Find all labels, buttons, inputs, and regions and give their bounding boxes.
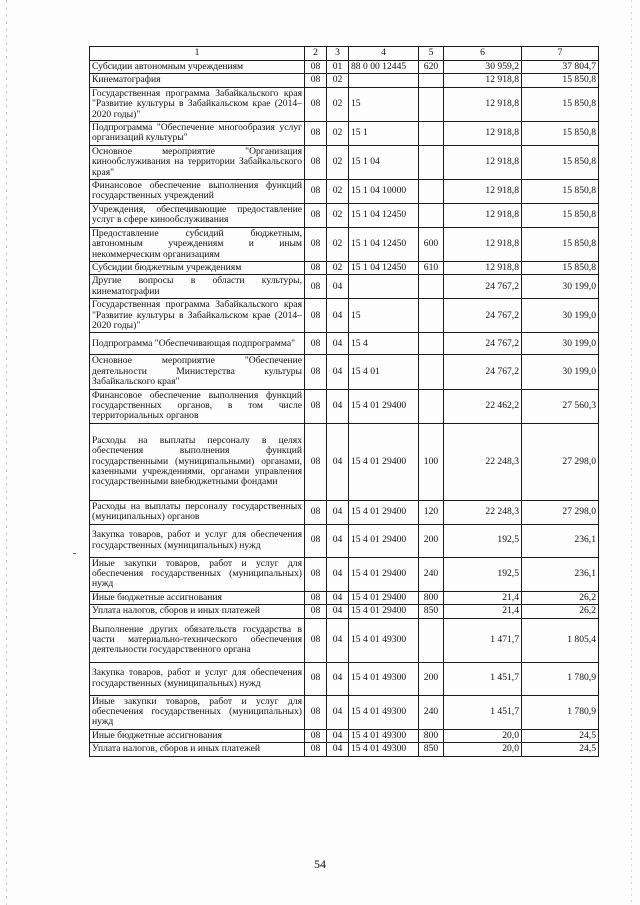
cell-amount-year-1: 1 451,7 (444, 662, 522, 695)
table-row (90, 500, 599, 524)
cell-subsection: 04 (327, 500, 349, 524)
cell-name: Подпрограмма "Обеспечивающая подпрограмма" (90, 333, 305, 355)
header-col-3: 3 (327, 47, 349, 61)
cell-name: Основное мероприятие "Организация кинообслуживания на территории Забайкальского края" (90, 145, 305, 179)
cell-amount-year-2: 30 199,0 (522, 333, 599, 355)
table-row (90, 524, 599, 557)
cell-target-article: 15 4 01 29400 (349, 591, 419, 604)
cell-amount-year-2: 15 850,8 (522, 122, 599, 146)
cell-target-article: 15 1 04 12450 (349, 203, 419, 227)
cell-expense-type: 610 (419, 261, 444, 274)
cell-name: Другие вопросы в области культуры, кинематографии (90, 275, 305, 299)
cell-amount-year-1: 1 451,7 (444, 695, 522, 729)
cell-amount-year-1: 21,4 (444, 605, 522, 618)
header-col-6: 6 (444, 47, 522, 61)
cell-amount-year-1: 192,5 (444, 524, 522, 557)
cell-name: Иные бюджетные ассигнования (90, 729, 305, 742)
cell-amount-year-2: 15 850,8 (522, 74, 599, 87)
cell-expense-type (419, 333, 444, 355)
cell-section: 08 (305, 743, 327, 756)
header-col-1: 1 (90, 47, 305, 61)
cell-section: 08 (305, 61, 327, 74)
cell-expense-type (419, 389, 444, 423)
cell-amount-year-2: 27 298,0 (522, 423, 599, 500)
cell-subsection: 04 (327, 423, 349, 500)
cell-section: 08 (305, 557, 327, 591)
cell-section: 08 (305, 618, 327, 662)
cell-subsection: 04 (327, 333, 349, 355)
cell-expense-type (419, 74, 444, 87)
cell-amount-year-2: 15 850,8 (522, 145, 599, 179)
cell-amount-year-2: 26,2 (522, 591, 599, 604)
cell-subsection: 01 (327, 61, 349, 74)
cell-amount-year-1: 24 767,2 (444, 275, 522, 299)
cell-target-article: 15 4 01 49300 (349, 618, 419, 662)
cell-amount-year-2: 27 560,3 (522, 389, 599, 423)
cell-target-article: 15 1 04 (349, 145, 419, 179)
scan-edge-left (6, 0, 7, 905)
table-row (90, 557, 599, 591)
cell-expense-type (419, 275, 444, 299)
cell-amount-year-1: 12 918,8 (444, 180, 522, 204)
cell-amount-year-1: 12 918,8 (444, 145, 522, 179)
cell-amount-year-1: 30 959,2 (444, 61, 522, 74)
table-row (90, 355, 599, 389)
header-col-2: 2 (305, 47, 327, 61)
cell-target-article: 15 4 01 (349, 355, 419, 389)
cell-amount-year-1: 12 918,8 (444, 74, 522, 87)
table-row (90, 61, 599, 74)
cell-expense-type (419, 203, 444, 227)
cell-target-article: 15 4 (349, 333, 419, 355)
cell-amount-year-2: 15 850,8 (522, 227, 599, 261)
cell-amount-year-2: 27 298,0 (522, 500, 599, 524)
table-row (90, 227, 599, 261)
cell-expense-type: 850 (419, 743, 444, 756)
table-row (90, 180, 599, 204)
cell-name: Расходы на выплаты персоналу в целях обеспечения выполнения функций государственными (муниципальными) органами, казенными учреждениями, органами управления государственными внебюджетными фондами (90, 423, 305, 500)
cell-name: Субсидии автономным учреждениям (90, 61, 305, 74)
cell-target-article: 15 4 01 49300 (349, 695, 419, 729)
cell-amount-year-2: 15 850,8 (522, 180, 599, 204)
cell-amount-year-2: 15 850,8 (522, 87, 599, 121)
cell-expense-type: 850 (419, 605, 444, 618)
cell-section: 08 (305, 423, 327, 500)
cell-name: Иные бюджетные ассигнования (90, 591, 305, 604)
cell-amount-year-1: 12 918,8 (444, 87, 522, 121)
cell-section: 08 (305, 389, 327, 423)
cell-amount-year-2: 1 780,9 (522, 662, 599, 695)
cell-amount-year-1: 12 918,8 (444, 261, 522, 274)
table-row (90, 333, 599, 355)
table-row (90, 423, 599, 500)
cell-target-article: 15 1 04 12450 (349, 227, 419, 261)
cell-target-article: 15 4 01 49300 (349, 743, 419, 756)
table-row (90, 695, 599, 729)
table-row (90, 618, 599, 662)
cell-subsection: 04 (327, 389, 349, 423)
cell-expense-type: 100 (419, 423, 444, 500)
cell-name: Уплата налогов, сборов и иных платежей (90, 743, 305, 756)
cell-target-article (349, 74, 419, 87)
cell-target-article: 15 4 01 49300 (349, 729, 419, 742)
header-col-4: 4 (349, 47, 419, 61)
cell-subsection: 02 (327, 261, 349, 274)
cell-expense-type: 800 (419, 591, 444, 604)
cell-amount-year-2: 1 780,9 (522, 695, 599, 729)
cell-subsection: 04 (327, 524, 349, 557)
cell-amount-year-2: 1 805,4 (522, 618, 599, 662)
cell-section: 08 (305, 605, 327, 618)
cell-section: 08 (305, 74, 327, 87)
cell-expense-type: 200 (419, 524, 444, 557)
cell-amount-year-1: 12 918,8 (444, 122, 522, 146)
table-row (90, 389, 599, 423)
cell-expense-type: 800 (419, 729, 444, 742)
cell-target-article: 15 1 04 12450 (349, 261, 419, 274)
cell-section: 08 (305, 591, 327, 604)
header-col-7: 7 (522, 47, 599, 61)
table-row (90, 203, 599, 227)
cell-subsection: 04 (327, 743, 349, 756)
cell-expense-type: 600 (419, 227, 444, 261)
cell-section: 08 (305, 145, 327, 179)
cell-amount-year-1: 24 767,2 (444, 299, 522, 333)
cell-section: 08 (305, 180, 327, 204)
cell-name: Уплата налогов, сборов и иных платежей (90, 605, 305, 618)
cell-amount-year-2: 24,5 (522, 743, 599, 756)
cell-section: 08 (305, 695, 327, 729)
cell-name: Основное мероприятие "Обеспечение деятельности Министерства культуры Забайкальского края" (90, 355, 305, 389)
cell-subsection: 02 (327, 74, 349, 87)
cell-amount-year-1: 20,0 (444, 743, 522, 756)
table-row (90, 275, 599, 299)
cell-section: 08 (305, 227, 327, 261)
cell-subsection: 02 (327, 122, 349, 146)
cell-subsection: 04 (327, 662, 349, 695)
page-number: 54 (314, 857, 326, 871)
cell-subsection: 02 (327, 227, 349, 261)
cell-subsection: 02 (327, 145, 349, 179)
cell-name: Подпрограмма "Обеспечение многообразия услуг организаций культуры" (90, 122, 305, 146)
table-row (90, 743, 599, 756)
cell-section: 08 (305, 87, 327, 121)
cell-target-article: 15 4 01 29400 (349, 557, 419, 591)
cell-subsection: 04 (327, 591, 349, 604)
table-row (90, 261, 599, 274)
cell-target-article: 15 4 01 29400 (349, 423, 419, 500)
cell-amount-year-2: 24,5 (522, 729, 599, 742)
cell-amount-year-2: 30 199,0 (522, 355, 599, 389)
cell-amount-year-2: 30 199,0 (522, 299, 599, 333)
cell-expense-type (419, 87, 444, 121)
cell-target-article: 15 (349, 87, 419, 121)
header-col-5: 5 (419, 47, 444, 61)
cell-amount-year-1: 21,4 (444, 591, 522, 604)
cell-amount-year-2: 30 199,0 (522, 275, 599, 299)
cell-amount-year-2: 26,2 (522, 605, 599, 618)
table-row (90, 74, 599, 87)
cell-section: 08 (305, 355, 327, 389)
cell-name: Кинематография (90, 74, 305, 87)
table-row (90, 87, 599, 121)
cell-target-article: 15 4 01 29400 (349, 524, 419, 557)
scan-edge-right (631, 0, 632, 905)
cell-expense-type: 620 (419, 61, 444, 74)
cell-amount-year-1: 20,0 (444, 729, 522, 742)
cell-name: Субсидии бюджетным учреждениям (90, 261, 305, 274)
cell-expense-type (419, 180, 444, 204)
cell-section: 08 (305, 203, 327, 227)
budget-table (89, 46, 599, 757)
cell-name: Финансовое обеспечение выполнения функций государственных органов, в том числе территориальных органов (90, 389, 305, 423)
cell-amount-year-1: 22 248,3 (444, 500, 522, 524)
cell-name: Закупка товаров, работ и услуг для обеспечения государственных (муниципальных) нужд (90, 524, 305, 557)
cell-amount-year-1: 22 462,2 (444, 389, 522, 423)
cell-amount-year-2: 236,1 (522, 557, 599, 591)
cell-section: 08 (305, 333, 327, 355)
cell-amount-year-1: 1 471,7 (444, 618, 522, 662)
table-body (90, 61, 599, 757)
cell-subsection: 04 (327, 605, 349, 618)
cell-subsection: 04 (327, 557, 349, 591)
cell-expense-type: 120 (419, 500, 444, 524)
margin-mark (73, 553, 76, 554)
cell-name: Учреждения, обеспечивающие предоставление услуг в сфере кинообслуживания (90, 203, 305, 227)
table-row (90, 145, 599, 179)
cell-target-article (349, 275, 419, 299)
cell-amount-year-1: 22 248,3 (444, 423, 522, 500)
cell-name: Выполнение других обязательств государства в части материально-технического обеспечения деятельности государственного органа (90, 618, 305, 662)
table-row (90, 591, 599, 604)
cell-target-article: 15 1 04 10000 (349, 180, 419, 204)
cell-target-article: 15 4 01 29400 (349, 605, 419, 618)
cell-amount-year-2: 37 804,7 (522, 61, 599, 74)
table-row (90, 729, 599, 742)
cell-section: 08 (305, 122, 327, 146)
cell-name: Государственная программа Забайкальского края "Развитие культуры в Забайкальском крае (2014–2020 годы)" (90, 87, 305, 121)
cell-amount-year-2: 15 850,8 (522, 203, 599, 227)
cell-subsection: 04 (327, 729, 349, 742)
cell-section: 08 (305, 261, 327, 274)
cell-expense-type: 240 (419, 695, 444, 729)
cell-name: Расходы на выплаты персоналу государственных (муниципальных) органов (90, 500, 305, 524)
cell-expense-type: 240 (419, 557, 444, 591)
header-row (90, 47, 599, 61)
cell-name: Иные закупки товаров, работ и услуг для обеспечения государственных (муниципальных) нужд (90, 557, 305, 591)
cell-amount-year-1: 24 767,2 (444, 333, 522, 355)
cell-target-article: 15 4 01 29400 (349, 389, 419, 423)
cell-section: 08 (305, 662, 327, 695)
cell-target-article: 15 4 01 29400 (349, 500, 419, 524)
cell-subsection: 04 (327, 695, 349, 729)
cell-amount-year-2: 236,1 (522, 524, 599, 557)
cell-subsection: 02 (327, 87, 349, 121)
cell-target-article: 15 (349, 299, 419, 333)
cell-amount-year-1: 24 767,2 (444, 355, 522, 389)
cell-expense-type (419, 145, 444, 179)
cell-name: Закупка товаров, работ и услуг для обеспечения государственных (муниципальных) нужд (90, 662, 305, 695)
cell-expense-type (419, 122, 444, 146)
cell-subsection: 04 (327, 275, 349, 299)
table-row (90, 299, 599, 333)
table-row (90, 662, 599, 695)
cell-section: 08 (305, 500, 327, 524)
cell-expense-type: 200 (419, 662, 444, 695)
cell-name: Государственная программа Забайкальского края "Развитие культуры в Забайкальском крае (2014–2020 годы)" (90, 299, 305, 333)
cell-name: Предоставление субсидий бюджетным, автономным учреждениям и иным некоммерческим организациям (90, 227, 305, 261)
cell-subsection: 04 (327, 299, 349, 333)
cell-amount-year-1: 12 918,8 (444, 203, 522, 227)
cell-subsection: 04 (327, 355, 349, 389)
table-row (90, 605, 599, 618)
cell-expense-type (419, 618, 444, 662)
cell-expense-type (419, 355, 444, 389)
cell-target-article: 88 0 00 12445 (349, 61, 419, 74)
cell-section: 08 (305, 524, 327, 557)
cell-amount-year-2: 15 850,8 (522, 261, 599, 274)
cell-subsection: 04 (327, 618, 349, 662)
cell-section: 08 (305, 299, 327, 333)
cell-section: 08 (305, 729, 327, 742)
cell-expense-type (419, 299, 444, 333)
table-row (90, 122, 599, 146)
cell-target-article: 15 1 (349, 122, 419, 146)
cell-name: Иные закупки товаров, работ и услуг для обеспечения государственных (муниципальных) нужд (90, 695, 305, 729)
cell-target-article: 15 4 01 49300 (349, 662, 419, 695)
cell-section: 08 (305, 275, 327, 299)
cell-subsection: 02 (327, 180, 349, 204)
cell-subsection: 02 (327, 203, 349, 227)
cell-amount-year-1: 192,5 (444, 557, 522, 591)
cell-amount-year-1: 12 918,8 (444, 227, 522, 261)
cell-name: Финансовое обеспечение выполнения функций государственных учреждений (90, 180, 305, 204)
